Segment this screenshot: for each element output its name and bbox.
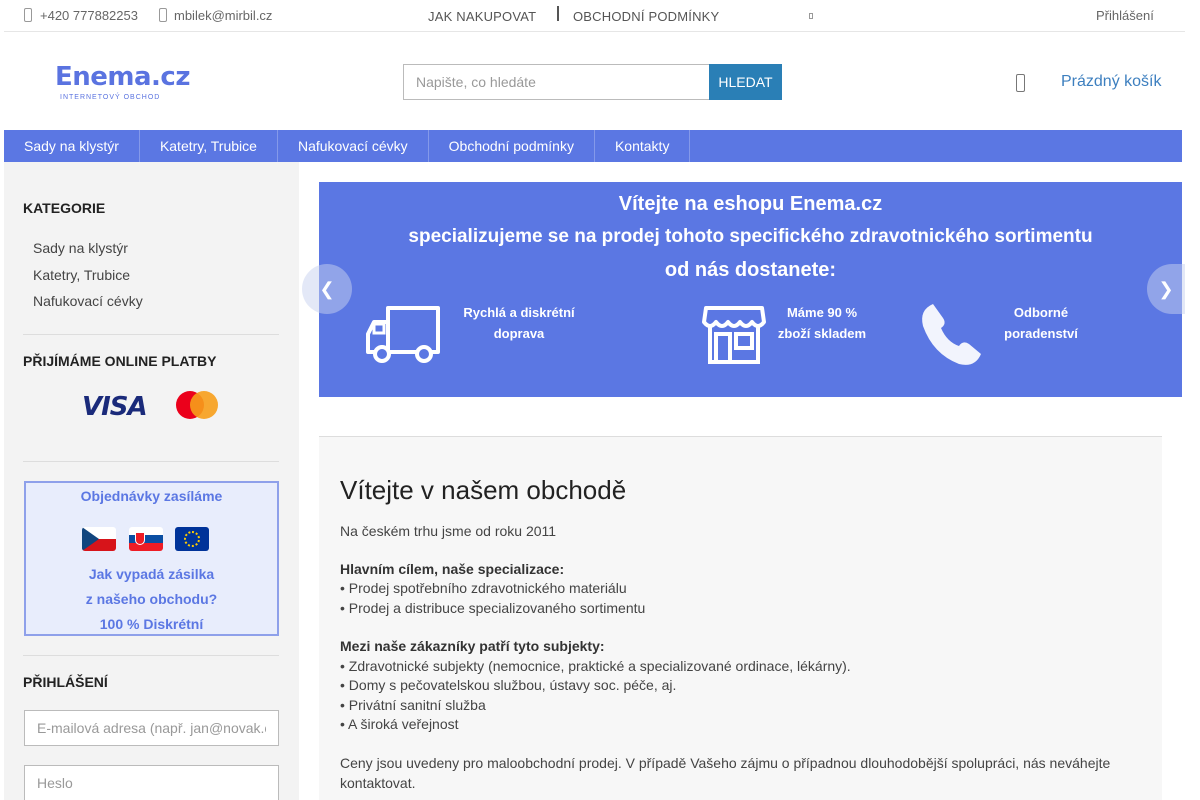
menu-item-contacts[interactable]: Kontakty [595, 130, 690, 162]
shipping-banner-line: z našeho obchodu? [85, 591, 218, 607]
delivery-truck-icon [366, 304, 446, 364]
prices-note: Ceny jsou uvedeny pro maloobchodní prodej. V případě Vašeho zájmu o případnou dlouhodobější spolupráci, nás neváhejte kontaktovat. [340, 755, 1111, 791]
visa-logo: VISA [82, 392, 147, 422]
menu-item-terms[interactable]: Obchodní podmínky [429, 130, 595, 162]
hero-banner[interactable] [319, 182, 1182, 397]
search-bar [403, 64, 782, 100]
feature-advice: Odborné poradenství [1004, 305, 1078, 341]
hero-subtitle: specializujeme se na prodej tohoto specifického zdravotnického sortimentu [408, 226, 1093, 247]
divider [23, 655, 279, 656]
email-icon [159, 8, 167, 22]
carousel-next-button[interactable]: ❯ [1147, 264, 1185, 314]
hero-subtitle-2: od nás dostanete: [664, 259, 837, 281]
email-field[interactable] [24, 710, 279, 746]
eu-flag-icon [175, 527, 209, 551]
nav-terms[interactable]: OBCHODNÍ PODMÍNKY [573, 9, 720, 24]
sidebar-item-catheters[interactable]: Katetry, Trubice [33, 267, 131, 283]
sidebar-item-balloon-catheters[interactable]: Nafukovací cévky [33, 293, 143, 309]
shipping-banner-line: Jak vypadá zásilka [88, 566, 215, 582]
store-icon [702, 304, 766, 366]
sidebar-item-enema-sets[interactable]: Sady na klystýr [33, 240, 128, 256]
search-input[interactable] [403, 64, 709, 100]
menu-item-enema-sets[interactable]: Sady na klystýr [4, 130, 140, 162]
cart-link[interactable]: Prázdný košík [1061, 73, 1162, 90]
feature-stock: Máme 90 % zboží skladem [777, 305, 867, 341]
sidebar [4, 162, 299, 800]
list-item: • Domy s pečovatelskou službou, ústavy soc. péče, aj. [340, 677, 677, 693]
list-item: • Prodej spotřebního zdravotnického materiálu [340, 580, 627, 596]
nav-how-to-buy[interactable]: JAK NAKUPOVAT [428, 9, 537, 24]
list-item: • A široká veřejnost [340, 716, 459, 732]
password-field[interactable] [24, 765, 279, 800]
menu-item-balloon-catheters[interactable]: Nafukovací cévky [278, 130, 429, 162]
login-link[interactable]: Přihlášení [1096, 8, 1154, 23]
phone-icon [24, 8, 32, 22]
czech-flag-icon [82, 527, 116, 551]
feature-delivery: Rychlá a diskrétní doprava [463, 305, 575, 341]
logo-subtitle: INTERNETOVÝ OBCHOD [60, 94, 161, 101]
shipping-banner[interactable] [24, 481, 279, 636]
customers-heading: Mezi naše zákazníky patří tyto subjekty: [340, 638, 605, 654]
cart-icon[interactable] [1016, 74, 1025, 92]
divider [23, 461, 279, 462]
mastercard-logo [176, 391, 218, 419]
payments-heading: PŘIJÍMÁME ONLINE PLATBY [23, 353, 217, 369]
page-title: Vítejte v našem obchodě [340, 475, 627, 505]
welcome-section [319, 436, 1162, 800]
list-item: • Prodej a distribuce specializovaného sortimentu [340, 600, 646, 616]
nav-separator [557, 6, 559, 21]
search-button[interactable]: HLEDAT [709, 64, 782, 100]
goal-heading: Hlavním cílem, naše specializace: [340, 561, 565, 577]
since-text: Na českém trhu jsme od roku 2011 [340, 523, 557, 539]
hero-title: Vítejte na eshopu Enema.cz [618, 193, 883, 215]
login-heading: PŘIHLÁŠENÍ [23, 674, 108, 690]
slovak-flag-icon [129, 527, 163, 551]
list-item: • Privátní sanitní služba [340, 697, 486, 713]
settings-icon[interactable] [809, 13, 813, 19]
phone-number[interactable]: +420 777882253 [40, 8, 138, 23]
top-bar [4, 0, 1185, 32]
divider [23, 334, 279, 335]
logo-name: Enema.cz [55, 62, 190, 92]
logo[interactable] [55, 62, 190, 101]
carousel-prev-button[interactable]: ❮ [302, 264, 352, 314]
email-address[interactable]: mbilek@mirbil.cz [174, 8, 273, 23]
main-menu [4, 130, 1182, 162]
list-item: • Zdravotnické subjekty (nemocnice, praktické a specializované ordinace, lékárny). [340, 658, 851, 674]
menu-item-catheters[interactable]: Katetry, Trubice [140, 130, 278, 162]
shipping-banner-title: Objednávky zasíláme [80, 488, 223, 504]
categories-heading: KATEGORIE [23, 200, 106, 216]
shipping-banner-line: 100 % Diskrétní [99, 616, 204, 632]
phone-icon [919, 302, 985, 368]
